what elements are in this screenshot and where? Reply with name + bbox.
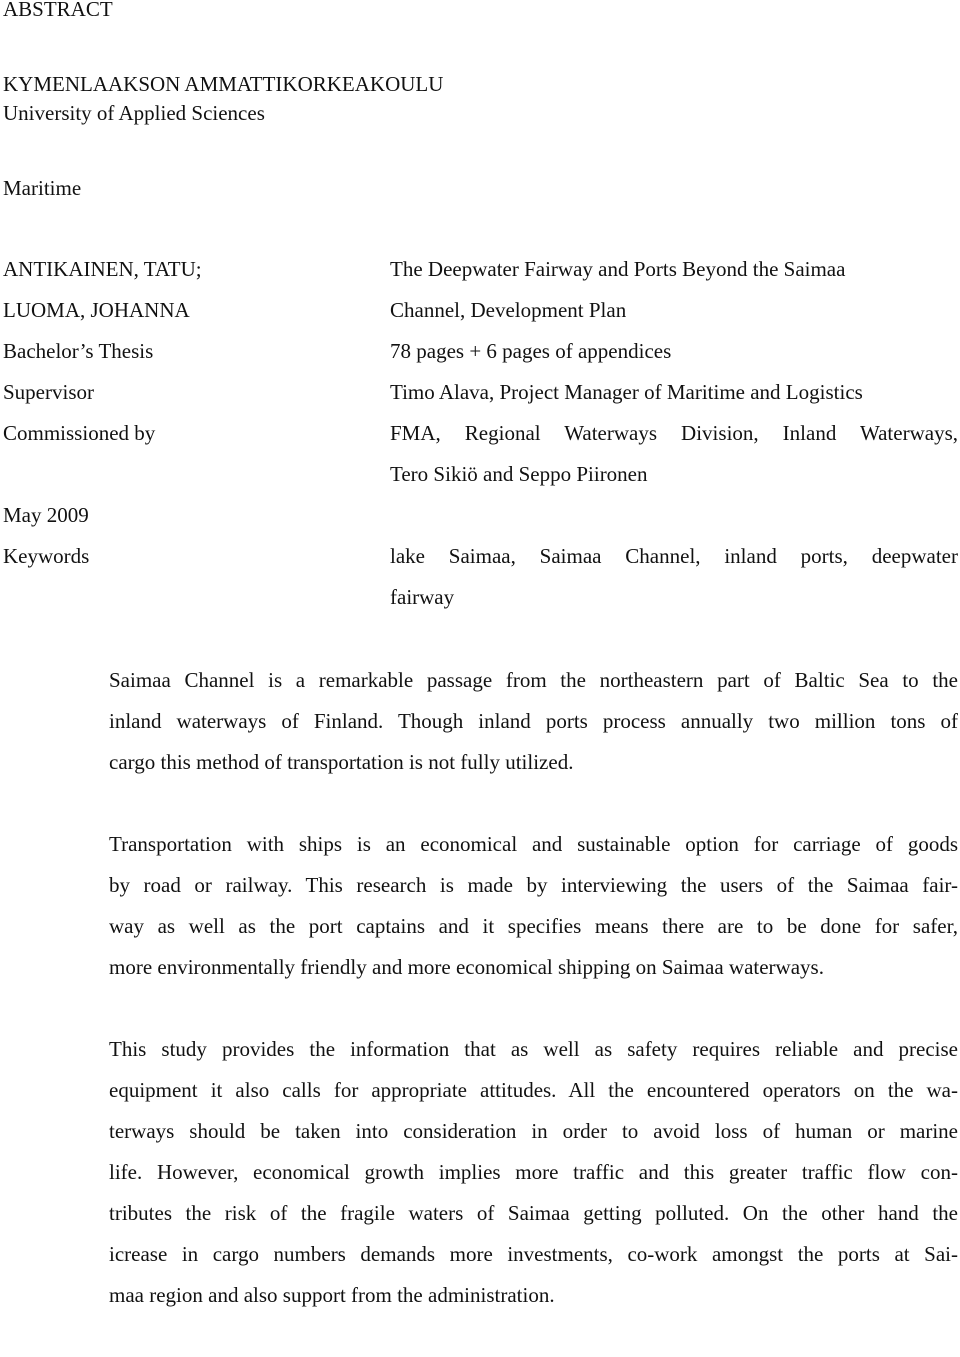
paragraph-line: tributes the risk of the fragile waters of Saimaa getting polluted. On the other hand the [109,1201,958,1225]
keywords-value-line-1: lake Saimaa, Saimaa Channel, inland ports, deepwater [390,544,958,568]
empty-value-row [390,495,958,536]
author-label-2: LUOMA, JOHANNA [3,298,190,322]
thesis-title-line-2: Channel, Development Plan [390,298,627,322]
supervisor-label: Supervisor [3,380,94,404]
thesis-type-label: Bachelor’s Thesis [3,339,154,363]
paragraph-line: maa region and also support from the administration. [109,1283,555,1307]
supervisor-value: Timo Alava, Project Manager of Maritime and Logistics [390,380,863,404]
paragraph-line: more environmentally friendly and more economical shipping on Saimaa waterways. [109,955,824,979]
paragraph-line: by road or railway. This research is made by interviewing the users of the Saimaa fair- [109,873,958,897]
paragraph-line: inland waterways of Finland. Though inland ports process annually two million tons of [109,709,958,733]
institution-subtitle: University of Applied Sciences [3,101,265,125]
abstract-paragraph-2 [109,824,958,988]
commissioned-by-value-line-2: Tero Sikiö and Seppo Piironen [390,462,648,486]
abstract-paragraph-3 [109,1029,958,1316]
page-count: 78 pages + 6 pages of appendices [390,339,672,363]
institution-block [3,70,443,128]
institution-name: KYMENLAAKSON AMMATTIKORKEAKOULU [3,72,444,96]
commissioned-by-label: Commissioned by [3,421,156,445]
thesis-title-line-1: The Deepwater Fairway and Ports Beyond the Saimaa [390,257,846,281]
abstract-heading: ABSTRACT [3,0,113,21]
paragraph-line: life. However, economical growth implies more traffic and this greater traffic flow con- [109,1160,958,1184]
paragraph-line: terways should be taken into consideration in order to avoid loss of human or marine [109,1119,958,1143]
paragraph-line: cargo this method of transportation is not fully utilized. [109,750,574,774]
paragraph-line: This study provides the information that as well as safety requires reliable and precise [109,1037,958,1061]
metadata-labels [3,249,373,577]
paragraph-line: icrease in cargo numbers demands more investments, co-work amongst the ports at Sai- [109,1242,958,1266]
paragraph-line: way as well as the port captains and it specifies means there are to be done for safer, [109,914,958,938]
paragraph-line: Saimaa Channel is a remarkable passage from the northeastern part of Baltic Sea to the [109,668,958,692]
commissioned-by-value-line-1: FMA, Regional Waterways Division, Inland Waterways, [390,421,958,445]
date-label: May 2009 [3,503,89,527]
abstract-body [109,660,958,1357]
metadata-values [390,249,958,618]
keywords-label: Keywords [3,544,90,568]
degree-programme: Maritime [3,176,82,200]
author-label-1: ANTIKAINEN, TATU; [3,257,202,281]
empty-label-row [3,454,373,495]
abstract-paragraph-1 [109,660,958,783]
keywords-value-line-2: fairway [390,585,455,609]
paragraph-line: Transportation with ships is an economical and sustainable option for carriage of goods [109,832,958,856]
paragraph-line: equipment it also calls for appropriate attitudes. All the encountered operators on the wa- [109,1078,958,1102]
